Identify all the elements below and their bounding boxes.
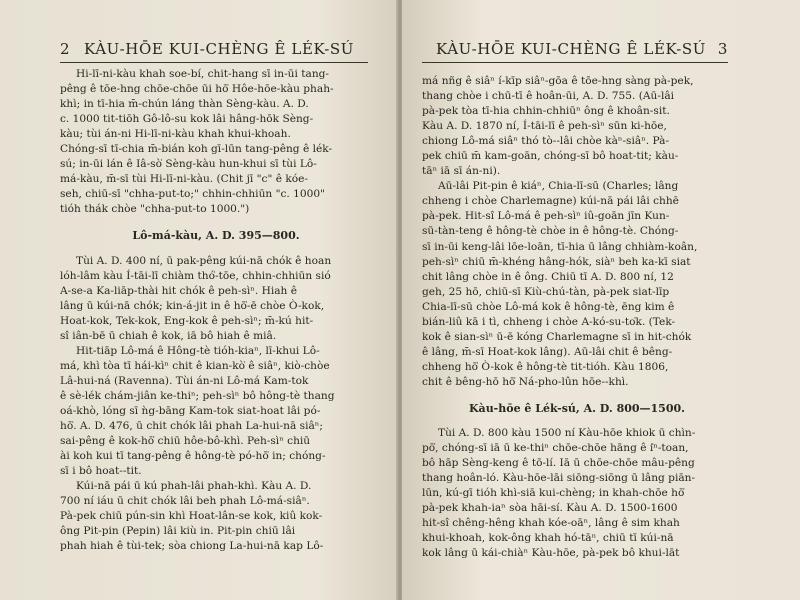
- text-line: má, khì tòa tī hái-kìⁿ chit ê kian-kò͘ ê siâⁿ, kiò-chòe: [60, 359, 330, 372]
- right-page-number: 3: [717, 40, 728, 58]
- text-line: khui-khoah, kok-ông khah hó-tāⁿ, chiū tī kúi-nā: [422, 532, 674, 545]
- text-line: chit lâng chòe in ê ông. Chiū tī A. D. 800 ní, 12: [422, 270, 674, 283]
- left-paragraph-2: [60, 254, 372, 555]
- text-line: Aū-lâi Pit-pin ê kiáⁿ, Chia-lī-sū (Charles; lâng: [438, 180, 679, 193]
- text-line: seh, chiū-sī "chha-put-to;" chhin-chhiūn "c. 1000": [60, 188, 325, 201]
- right-section-title: Kàu-hōe ê Lék-sú, A. D. 800—1500.: [469, 401, 685, 415]
- text-line: má nñg ê siâⁿ í-kīp siâⁿ-gōa ê tōe-hng sàng pà-pek,: [422, 75, 694, 87]
- text-line: sú; in-ūi lán ê Iâ-sò͘ Sèng-kàu hun-khui sī tùi Lô-: [60, 158, 317, 171]
- text-line: Kúi-nā pái ū kú phah-lâi phah-khì. Kàu A. D.: [76, 480, 312, 493]
- text-line: pà-pek. Hit-sî Lô-má ê peh-sìⁿ iû-goān jīn Kun-: [422, 210, 670, 223]
- text-line: sī in-ūi keng-lâi lōe-loān, tī-hia ū lâng chhiàm-koân,: [422, 240, 698, 253]
- text-line: sū-tàn-teng ê hông-tè chòe in ê hông-tè. Chóng-: [422, 225, 679, 238]
- text-line: tāⁿ iā sī án-ni).: [422, 165, 501, 178]
- text-line: pà-pek tòa tī-hia chhin-chhiūⁿ ông ê khoân-sit.: [422, 105, 670, 118]
- text-line: lūn, kú-gī tióh khì-siā kui-chèng; in khah-chōe hō͘: [422, 487, 685, 500]
- text-line: kok lâng ū kái-chiàⁿ Kàu-hōe, pà-pek bô khui-lāt: [422, 547, 680, 560]
- text-line: thang hoân-ló. Kàu-hōe-lāi siōng-siōng ū lâng piān-: [422, 472, 696, 485]
- text-line: oá-khò, lóng sī ǹg-bāng Kam-tok siat-hoat lâi pó-: [60, 404, 321, 417]
- text-line: hō͘. A. D. 476, ū chit chók lâi phah La-hui-nā siâⁿ;: [60, 420, 323, 433]
- text-line: Tùi A. D. 400 ní, ū pak-pêng kúi-nā chók ê hoan: [76, 254, 332, 267]
- right-page-body: [422, 74, 732, 561]
- text-line: sī i bô hoat--tit.: [60, 465, 142, 478]
- text-line: ài koh kui tī tang-pêng ê hông-tè pó-hō͘ in; chóng-: [60, 450, 326, 463]
- text-line: má-kàu, m̄-sī tùi Hi-lī-ni-kàu. (Chit jī "c" ê kóe-: [60, 173, 308, 186]
- text-line: Kàu A. D. 1870 ní, Í-tāi-lī ê peh-sìⁿ sūn ki-hōe,: [422, 120, 667, 133]
- left-page: [0, 0, 398, 600]
- text-line: lâng ū kúi-nā chók; kin-á-jit in ê hō͘-ē chòe Ò-kok,: [60, 299, 325, 312]
- text-line: tióh thák chòe "chha-put-to 1000."): [60, 203, 250, 216]
- text-line: sai-pêng ê kok-hō͘ chiū hôe-bô-khì. Peh-sìⁿ chiū: [60, 435, 311, 448]
- text-line: Hi-lī-ni-kàu khah soe-bí, chit-hang sī in-ūi tang-: [76, 68, 330, 80]
- text-line: pêng ê tōe-hng chōe-chōe ūi hō͘ Hôe-hōe-kàu phah-: [60, 83, 334, 96]
- text-line: chheng i chòe Charlemagne) kúi-nā pái lâi chhē: [422, 195, 679, 208]
- text-line: Hoat-kok, Tek-kok, Eng-kok ê peh-sìⁿ; m̄-kú hit-: [60, 314, 314, 327]
- text-line: khì; in tī-hia m̄-chún láng thàn Sèng-kàu. A. D.: [60, 98, 309, 111]
- text-line: Chóng-sī tī-chia m̄-bián koh gī-lūn tang-pêng ê lék-: [60, 143, 333, 156]
- left-page-number: 2: [60, 40, 71, 58]
- text-line: 700 ní iáu ū chit chók lâi beh phah Lô-má-siâⁿ.: [60, 495, 310, 508]
- left-page-body: [60, 67, 372, 554]
- text-line: chit ê bêng-hō hō͘ Ná-pho-lûn hōe--khì.: [422, 375, 629, 388]
- text-line: Pà-pek chiū pún-sin khì Hoat-lân-se kok, kiû kok-: [60, 510, 323, 523]
- text-line: bián-liû kā i tì, chheng i chòe A-kó-su-to͘k. (Tek-: [422, 315, 676, 328]
- text-line: lóh-lâm kàu Í-tāi-lī chiàm thó͘-tōe, chhin-chhiūn sió: [60, 269, 331, 282]
- text-line: Chia-lī-sū chòe Lô-má kok ê hông-tè, ēng kim ê: [422, 300, 675, 313]
- left-running-head: KÀU-HŌE KUI-CHÈNG Ê LÉK-SÚ: [84, 40, 354, 58]
- text-line: kàu; tùi án-ni Hi-lī-ni-kàu khah khui-khoah.: [60, 128, 291, 141]
- text-line: chheng hō͘ Ò-kok ê hông-tè tit-tióh. Kàu 1806,: [422, 360, 669, 373]
- left-section-title: Lô-má-kàu, A. D. 395—800.: [132, 229, 300, 243]
- text-line: geh, 25 hō, chiū-sī Kiù-chú-tàn, pà-pek siat-līp: [422, 285, 670, 298]
- left-header-rule: [60, 62, 368, 63]
- text-line: ông Pit-pin (Pepin) lâi kiù in. Pit-pin chiū lâi: [60, 525, 296, 538]
- left-paragraph-1: [60, 67, 372, 217]
- text-line: kok ê sian-sìⁿ ū-ē kóng Charlemagne sī in hit-chók: [422, 330, 692, 343]
- text-line: thang chòe i chū-tī ê hoân-ūi, A. D. 755. (Aū-lâi: [422, 90, 675, 103]
- text-line: ê sè-lék chám-jiân ke-thiⁿ; peh-sìⁿ bô hông-tè thang: [60, 389, 335, 402]
- text-line: hit-sî chêng-hêng khah kóe-oāⁿ, lâng ê sim khah: [422, 517, 680, 530]
- right-paragraph-2: [422, 426, 732, 561]
- text-line: peh-sìⁿ chiū m̄-khéng hâng-hók, siàⁿ beh ka-kī siat: [422, 255, 691, 268]
- text-line: A-se-a Ka-liāp-thài hit chók ê peh-sìⁿ. Hiah ê: [60, 284, 298, 297]
- right-paragraph-1: [422, 74, 732, 390]
- text-line: sî iân-bē ū chiah ê kok, iā bô hiah ê miâ.: [60, 329, 277, 342]
- text-line: phah hiah ê tùi-tek; sòa chiong La-hui-nā kap Lô-: [60, 540, 324, 553]
- text-line: pà-pek khah-iaⁿ sòa hāi-sí. Kàu A. D. 1500-1600: [422, 502, 678, 515]
- text-line: chiong Lô-má siâⁿ thó tò--lâi chòe kàⁿ-siâⁿ. Pà-: [422, 135, 670, 148]
- right-page: [402, 0, 800, 600]
- right-running-head: KÀU-HŌE KUI-CHÈNG Ê LÉK-SÚ: [436, 40, 706, 58]
- text-line: pō͘, chóng-sī iā ū ke-thiⁿ chōe-chōe hāng ê i͘ⁿ-toan,: [422, 442, 689, 455]
- text-line: c. 1000 tit-tiōh Gô-lô-su kok lâi hâng-hōk Sèng-: [60, 113, 314, 126]
- text-line: Hit-tiāp Lô-má ê Hông-tè tióh-kiaⁿ, lī-khui Lô-: [76, 344, 320, 357]
- text-line: ê lâng, m̄-sī Hoat-kok lâng). Aū-lâi chit ê bêng-: [422, 345, 673, 358]
- right-header-rule: [422, 62, 728, 63]
- text-line: bô hāp Sèng-keng ê tō-lí. Iā ū chōe-chōe mâu-pêng: [422, 457, 695, 470]
- text-line: Lâ-hui-ná (Ravenna). Tùi án-ni Lô-má Kam-tok: [60, 374, 309, 387]
- text-line: Tùi A. D. 800 kàu 1500 ní Kàu-hōe khiok ū chìn-: [438, 427, 696, 440]
- text-line: pek chiū m̄ kam-goān, chóng-sī bô hoat-tit; kàu-: [422, 150, 679, 163]
